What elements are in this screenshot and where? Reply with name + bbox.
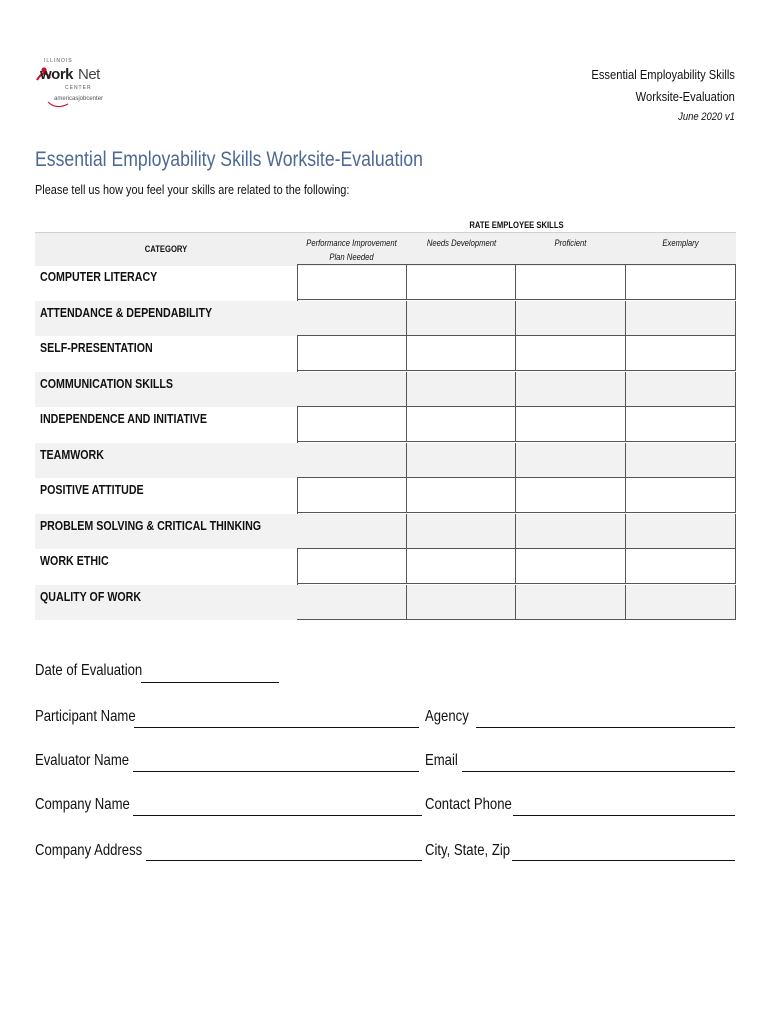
rating-cell[interactable] [407,514,516,549]
rating-cell[interactable] [626,549,736,584]
company-input-line[interactable] [133,815,422,816]
rating-cell[interactable] [626,265,736,300]
col-header-proficient: Proficient [554,238,587,248]
rating-cell[interactable] [516,478,626,513]
table-row [35,372,736,407]
table-row [35,265,736,300]
logo-work-text: work [40,66,74,83]
agency-input-line[interactable] [476,727,735,728]
logo-partner-text: americasjobcenter [54,96,104,102]
email-field-label: Email [425,752,458,769]
category-label: PROBLEM SOLVING & CRITICAL THINKING [40,517,262,533]
company-field-label: Company Name [35,796,130,813]
rating-cell[interactable] [297,407,407,442]
rating-cell[interactable] [407,301,516,336]
category-label: SELF-PRESENTATION [40,340,153,355]
rating-cell[interactable] [516,372,626,407]
rating-cell[interactable] [626,443,736,478]
rating-cell[interactable] [297,478,407,513]
category-cell [35,478,297,513]
address-field-label: Company Address [35,842,143,859]
rating-cell[interactable] [516,514,626,549]
header-line-2: Worksite-Evaluation [635,89,735,104]
table-row [35,336,736,371]
city-field-label: City, State, Zip [425,842,511,859]
category-label: COMPUTER LITERACY [40,269,158,284]
phone-input-line[interactable] [513,815,735,816]
email-input-line[interactable] [462,771,735,772]
logo-net-text: Net [78,66,100,83]
rating-cell[interactable] [297,301,407,336]
rating-cell[interactable] [407,478,516,513]
header-version: June 2020 v1 [678,111,735,123]
rating-cell[interactable] [297,372,407,407]
category-cell [35,372,297,407]
date-field-label: Date of Evaluation [35,662,143,679]
col-header-pip: Performance Improvement Plan Needed [306,238,397,262]
rating-cell[interactable] [407,265,516,300]
agency-field-label: Agency [425,708,469,725]
header-line-1: Essential Employability Skills [591,67,735,82]
table-row [35,549,736,584]
date-input-line[interactable] [141,682,279,683]
evaluator-field-label: Evaluator Name [35,752,130,769]
city-input-line[interactable] [512,860,735,861]
col-header-needs-development: Needs Development [426,238,497,248]
rating-cell[interactable] [626,336,736,371]
category-cell [35,443,297,478]
rating-cell[interactable] [516,301,626,336]
rating-cell[interactable] [626,585,736,620]
table-row [35,585,736,620]
rating-cell[interactable] [626,372,736,407]
category-cell [35,549,297,584]
rating-cell[interactable] [297,585,407,620]
participant-field-label: Participant Name [35,708,136,725]
phone-field-label: Contact Phone [425,796,512,813]
rating-cell[interactable] [297,443,407,478]
table-row [35,407,736,442]
rating-cell[interactable] [407,549,516,584]
worknet-logo [34,58,114,110]
category-cell [35,301,297,336]
table-row [35,514,736,549]
rating-cell[interactable] [407,585,516,620]
rating-cell[interactable] [516,336,626,371]
rating-cell[interactable] [297,514,407,549]
category-cell [35,407,297,442]
logo-illinois-text: ILLINOIS [44,58,73,64]
logo-center-text: CENTER [65,85,92,91]
participant-input-line[interactable] [134,727,419,728]
col-header-exemplary: Exemplary [662,238,699,248]
rating-cell[interactable] [516,443,626,478]
category-cell [35,265,297,300]
table-row [35,443,736,478]
page-subtitle: Please tell us how you feel your skills are related to the following: [35,182,350,197]
rating-cell[interactable] [407,372,516,407]
evaluator-input-line[interactable] [133,771,419,772]
category-cell [35,585,297,620]
rating-cell[interactable] [516,265,626,300]
category-label: ATTENDANCE & DEPENDABILITY [40,304,213,320]
category-label: INDEPENDENCE AND INITIATIVE [40,411,208,426]
table-row [35,478,736,513]
category-label: TEAMWORK [40,446,104,462]
rating-cell[interactable] [407,443,516,478]
category-header: CATEGORY [144,244,188,254]
document-header [568,64,735,126]
category-label: POSITIVE ATTITUDE [40,482,144,497]
rating-cell[interactable] [516,585,626,620]
category-label: COMMUNICATION SKILLS [40,375,174,391]
rating-cell[interactable] [626,514,736,549]
rating-cell[interactable] [516,407,626,442]
rating-cell[interactable] [297,549,407,584]
table-row [35,301,736,336]
category-cell [35,336,297,371]
category-label: QUALITY OF WORK [40,588,142,604]
address-input-line[interactable] [146,860,422,861]
table-header [35,232,736,266]
rating-cell[interactable] [516,549,626,584]
rating-cell[interactable] [407,336,516,371]
rate-heading: RATE EMPLOYEE SKILLS [469,220,564,230]
category-cell [35,514,297,549]
category-label: WORK ETHIC [40,553,109,568]
rating-cell[interactable] [297,265,407,300]
page-title: Essential Employability Skills Worksite-Evaluation [35,148,423,171]
rating-cell[interactable] [297,336,407,371]
rating-cell[interactable] [626,478,736,513]
rating-cell[interactable] [407,407,516,442]
rating-cell[interactable] [626,301,736,336]
rating-cell[interactable] [626,407,736,442]
